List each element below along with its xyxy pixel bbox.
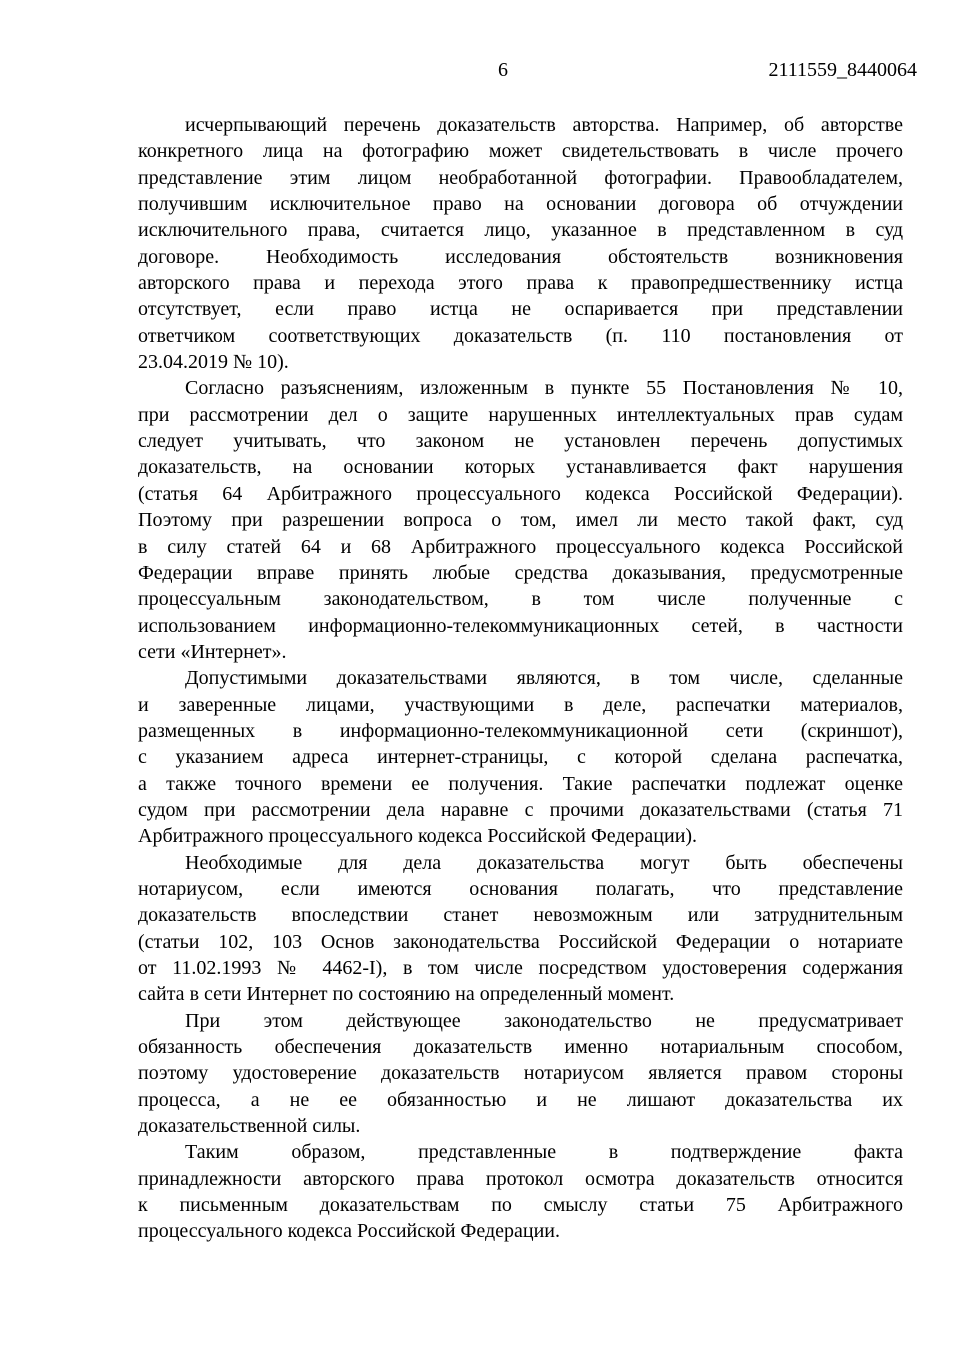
text-line: договоре. Необходимость исследования обстоятельств возникновения xyxy=(138,245,903,268)
text-line: доказательственной силы. xyxy=(138,1115,361,1138)
text-line: представление этим лицом необработанной фотографии. Правообладателем, xyxy=(138,166,903,189)
text-line: принадлежности авторского права протокол осмотра доказательств относится xyxy=(138,1167,903,1190)
text-line: отсутствует, если право истца не оспаривается при представлении xyxy=(138,298,903,321)
text-line: 23.04.2019 № 10). xyxy=(138,351,289,374)
text-line: исчерпывающий перечень доказательств авторства. Например, об авторстве xyxy=(185,114,903,136)
text-line: (статья 64 Арбитражного процессуального кодекса Российской Федерации). xyxy=(138,482,903,505)
text-line: в силу статей 64 и 68 Арбитражного процессуального кодекса Российской xyxy=(138,535,903,558)
text-line: Необходимые для дела доказательства могут быть обеспечены xyxy=(185,851,903,874)
text-line: Поэтому при разрешении вопроса о том, имел ли место такой факт, суд xyxy=(138,509,903,532)
text-line: (статьи 102, 103 Основ законодательства Российской Федерации о нотариате xyxy=(138,930,903,953)
text-line: а также точного времени ее получения. Такие распечатки подлежат оценке xyxy=(138,772,903,795)
text-line: следует учитывать, что законом не установлен перечень допустимых xyxy=(138,430,903,453)
page-header xyxy=(138,56,917,84)
text-line: Таким образом, представленные в подтверждение факта xyxy=(185,1141,903,1164)
text-line: сайта в сети Интернет по состоянию на определенный момент. xyxy=(138,983,675,1006)
document-body xyxy=(138,112,903,1245)
text-line: доказательств, на основании которых устанавливается факт нарушения xyxy=(138,456,903,479)
text-line: размещенных в информационно-телекоммуникационной сети (скриншот), xyxy=(138,719,903,742)
text-line: обязанность обеспечения доказательств именно нотариальным способом, xyxy=(138,1036,903,1059)
text-line: нотариусом, если имеются основания полагать, что представление xyxy=(138,877,903,900)
text-line: и заверенные лицами, участвующими в деле, распечатки материалов, xyxy=(138,693,903,716)
text-line: При этом действующее законодательство не предусматривает xyxy=(185,1009,903,1032)
text-line: доказательств впоследствии станет невозможным или затруднительным xyxy=(138,904,903,927)
text-line: с указанием адреса интернет-страницы, с которой сделана распечатка, xyxy=(138,746,903,769)
page-number: 6 xyxy=(498,59,508,81)
text-line: Согласно разъяснениям, изложенным в пункте 55 Постановления № 10, xyxy=(185,377,903,400)
text-line: Федерации вправе принять любые средства доказывания, предусмотренные xyxy=(138,561,903,584)
text-line: процессуального кодекса Российской Федерации. xyxy=(138,1220,560,1243)
text-line: ответчиком соответствующих доказательств (п. 110 постановления от xyxy=(138,324,903,347)
text-line: к письменным доказательствам по смыслу статьи 75 Арбитражного xyxy=(138,1194,903,1217)
text-line: получившим исключительное право на основании договора об отчуждении xyxy=(138,193,903,216)
text-line: при рассмотрении дел о защите нарушенных интеллектуальных прав судам xyxy=(138,403,903,426)
text-line: Арбитражного процессуального кодекса Российской Федерации). xyxy=(138,825,698,848)
text-line: авторского права и перехода этого права к правопредшественнику истца xyxy=(138,272,903,295)
text-line: использованием информационно-телекоммуникационных сетей, в частности xyxy=(138,614,903,637)
text-line: исключительного права, считается лицо, указанное в представленном в суд xyxy=(138,219,903,242)
text-line: процессуальным законодательством, в том числе полученные с xyxy=(138,588,903,611)
text-line: поэтому удостоверение доказательств нотариусом является правом стороны xyxy=(138,1062,903,1085)
text-line: от 11.02.1993 № 4462-I), в том числе посредством удостоверения содержания xyxy=(138,957,903,979)
text-line: сети «Интернет». xyxy=(138,640,287,663)
document-id: 2111559_8440064 xyxy=(768,59,917,81)
text-line: Допустимыми доказательствами являются, в том числе, сделанные xyxy=(185,667,903,690)
text-line: судом при рассмотрении дела наравне с прочими доказательствами (статья 71 xyxy=(138,798,903,821)
text-line: конкретного лица на фотографию может свидетельствовать в числе прочего xyxy=(138,140,903,163)
text-line: процесса, а не ее обязанностью и не лишают доказательства их xyxy=(138,1088,903,1111)
